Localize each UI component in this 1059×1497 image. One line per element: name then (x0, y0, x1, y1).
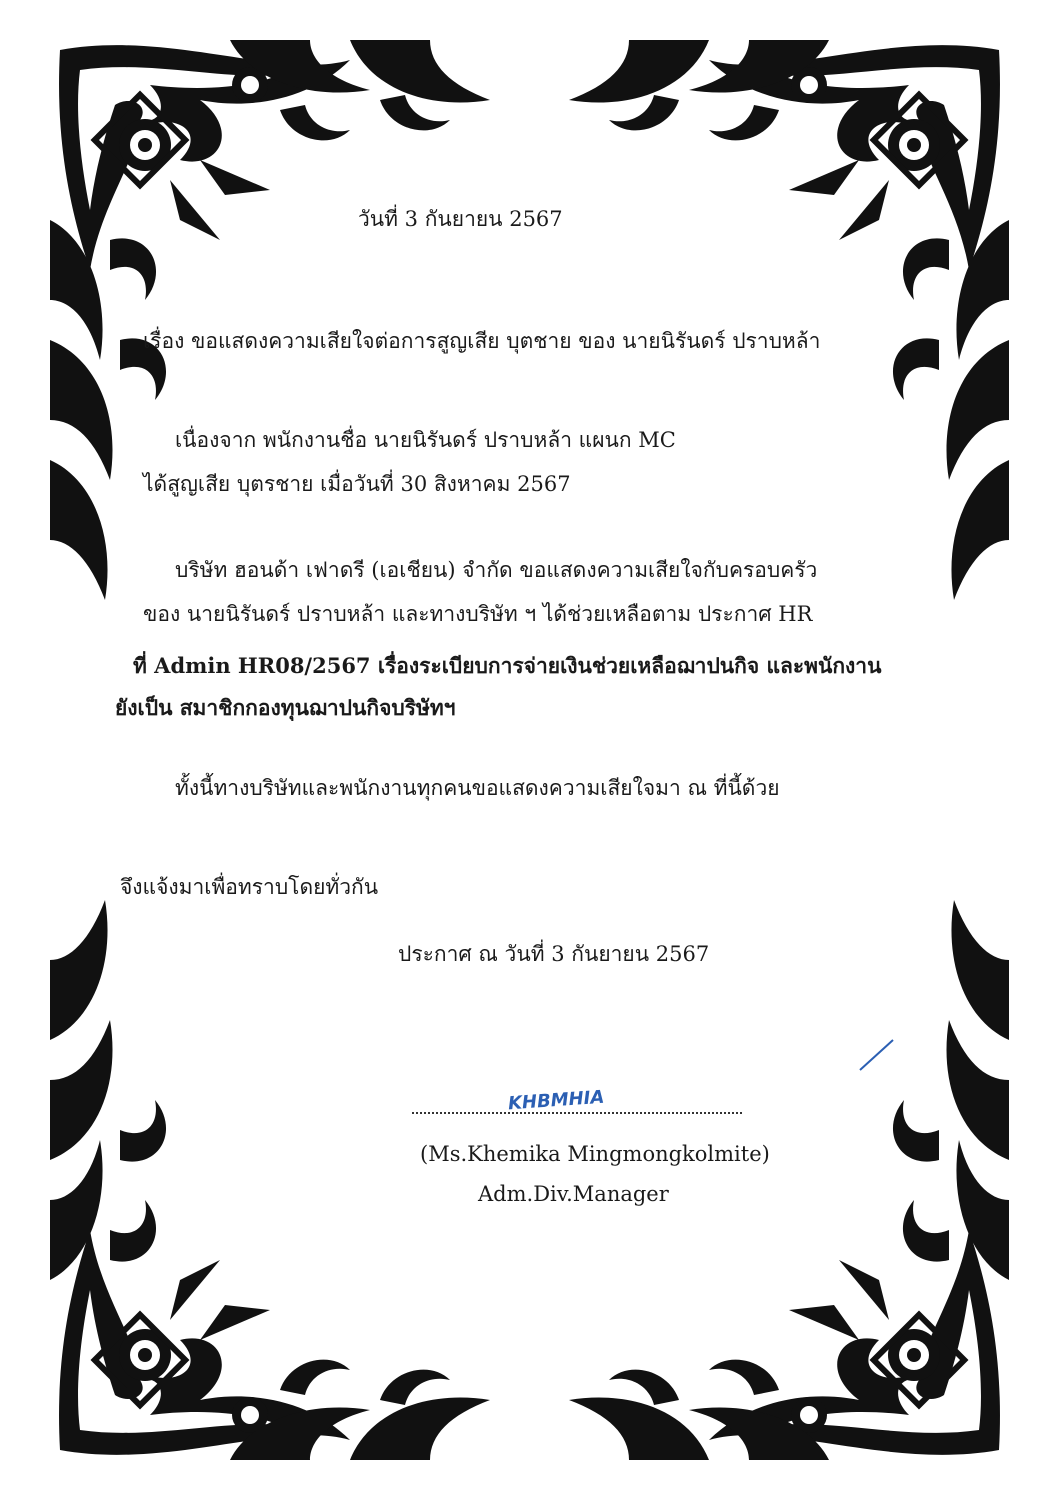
announcement-date: ประกาศ ณ วันที่ 3 กันยายน 2567 (398, 942, 710, 966)
letter-date: วันที่ 3 กันยายน 2567 (358, 207, 563, 231)
handwritten-signature: KHBMHIA (507, 1086, 605, 1115)
signer-name: (Ms.Khemika Mingmongkolmite) (420, 1142, 770, 1166)
paragraph-1-line-1: เนื่องจาก พนักงานชื่อ นายนิรันดร์ ปราบหล้า แผนก MC (175, 428, 676, 452)
closing-line: จึงแจ้งมาเพื่อทราบโดยทั่วกัน (120, 875, 379, 899)
paragraph-2-line-1: บริษัท ฮอนด้า เฟาดรี (เอเชียน) จำกัด ขอแสดงความเสียใจกับครอบครัว (175, 558, 818, 582)
paragraph-2-line-2: ของ นายนิรันดร์ ปราบหล้า และทางบริษัท ฯ ได้ช่วยเหลือตาม ประกาศ HR (143, 602, 813, 626)
signer-title: Adm.Div.Manager (478, 1182, 669, 1206)
signature-line (412, 1112, 742, 1114)
paragraph-2-line-3: ที่ Admin HR08/2567 เรื่องระเบียบการจ่ายเงินช่วยเหลือฌาปนกิจ และพนักงาน (133, 653, 882, 678)
paragraph-2-line-4: ยังเป็น สมาชิกกองทุนฌาปนกิจบริษัทฯ (115, 695, 456, 720)
paragraph-3: ทั้งนี้ทางบริษัทและพนักงานทุกคนขอแสดงความเสียใจมา ณ ที่นี้ด้วย (175, 776, 780, 800)
subject-line: เรื่อง ขอแสดงความเสียใจต่อการสูญเสีย บุตชาย ของ นายนิรันดร์ ปราบหล้า (143, 329, 821, 353)
paragraph-1-line-2: ได้สูญเสีย บุตรชาย เมื่อวันที่ 30 สิงหาคม 2567 (143, 472, 571, 496)
